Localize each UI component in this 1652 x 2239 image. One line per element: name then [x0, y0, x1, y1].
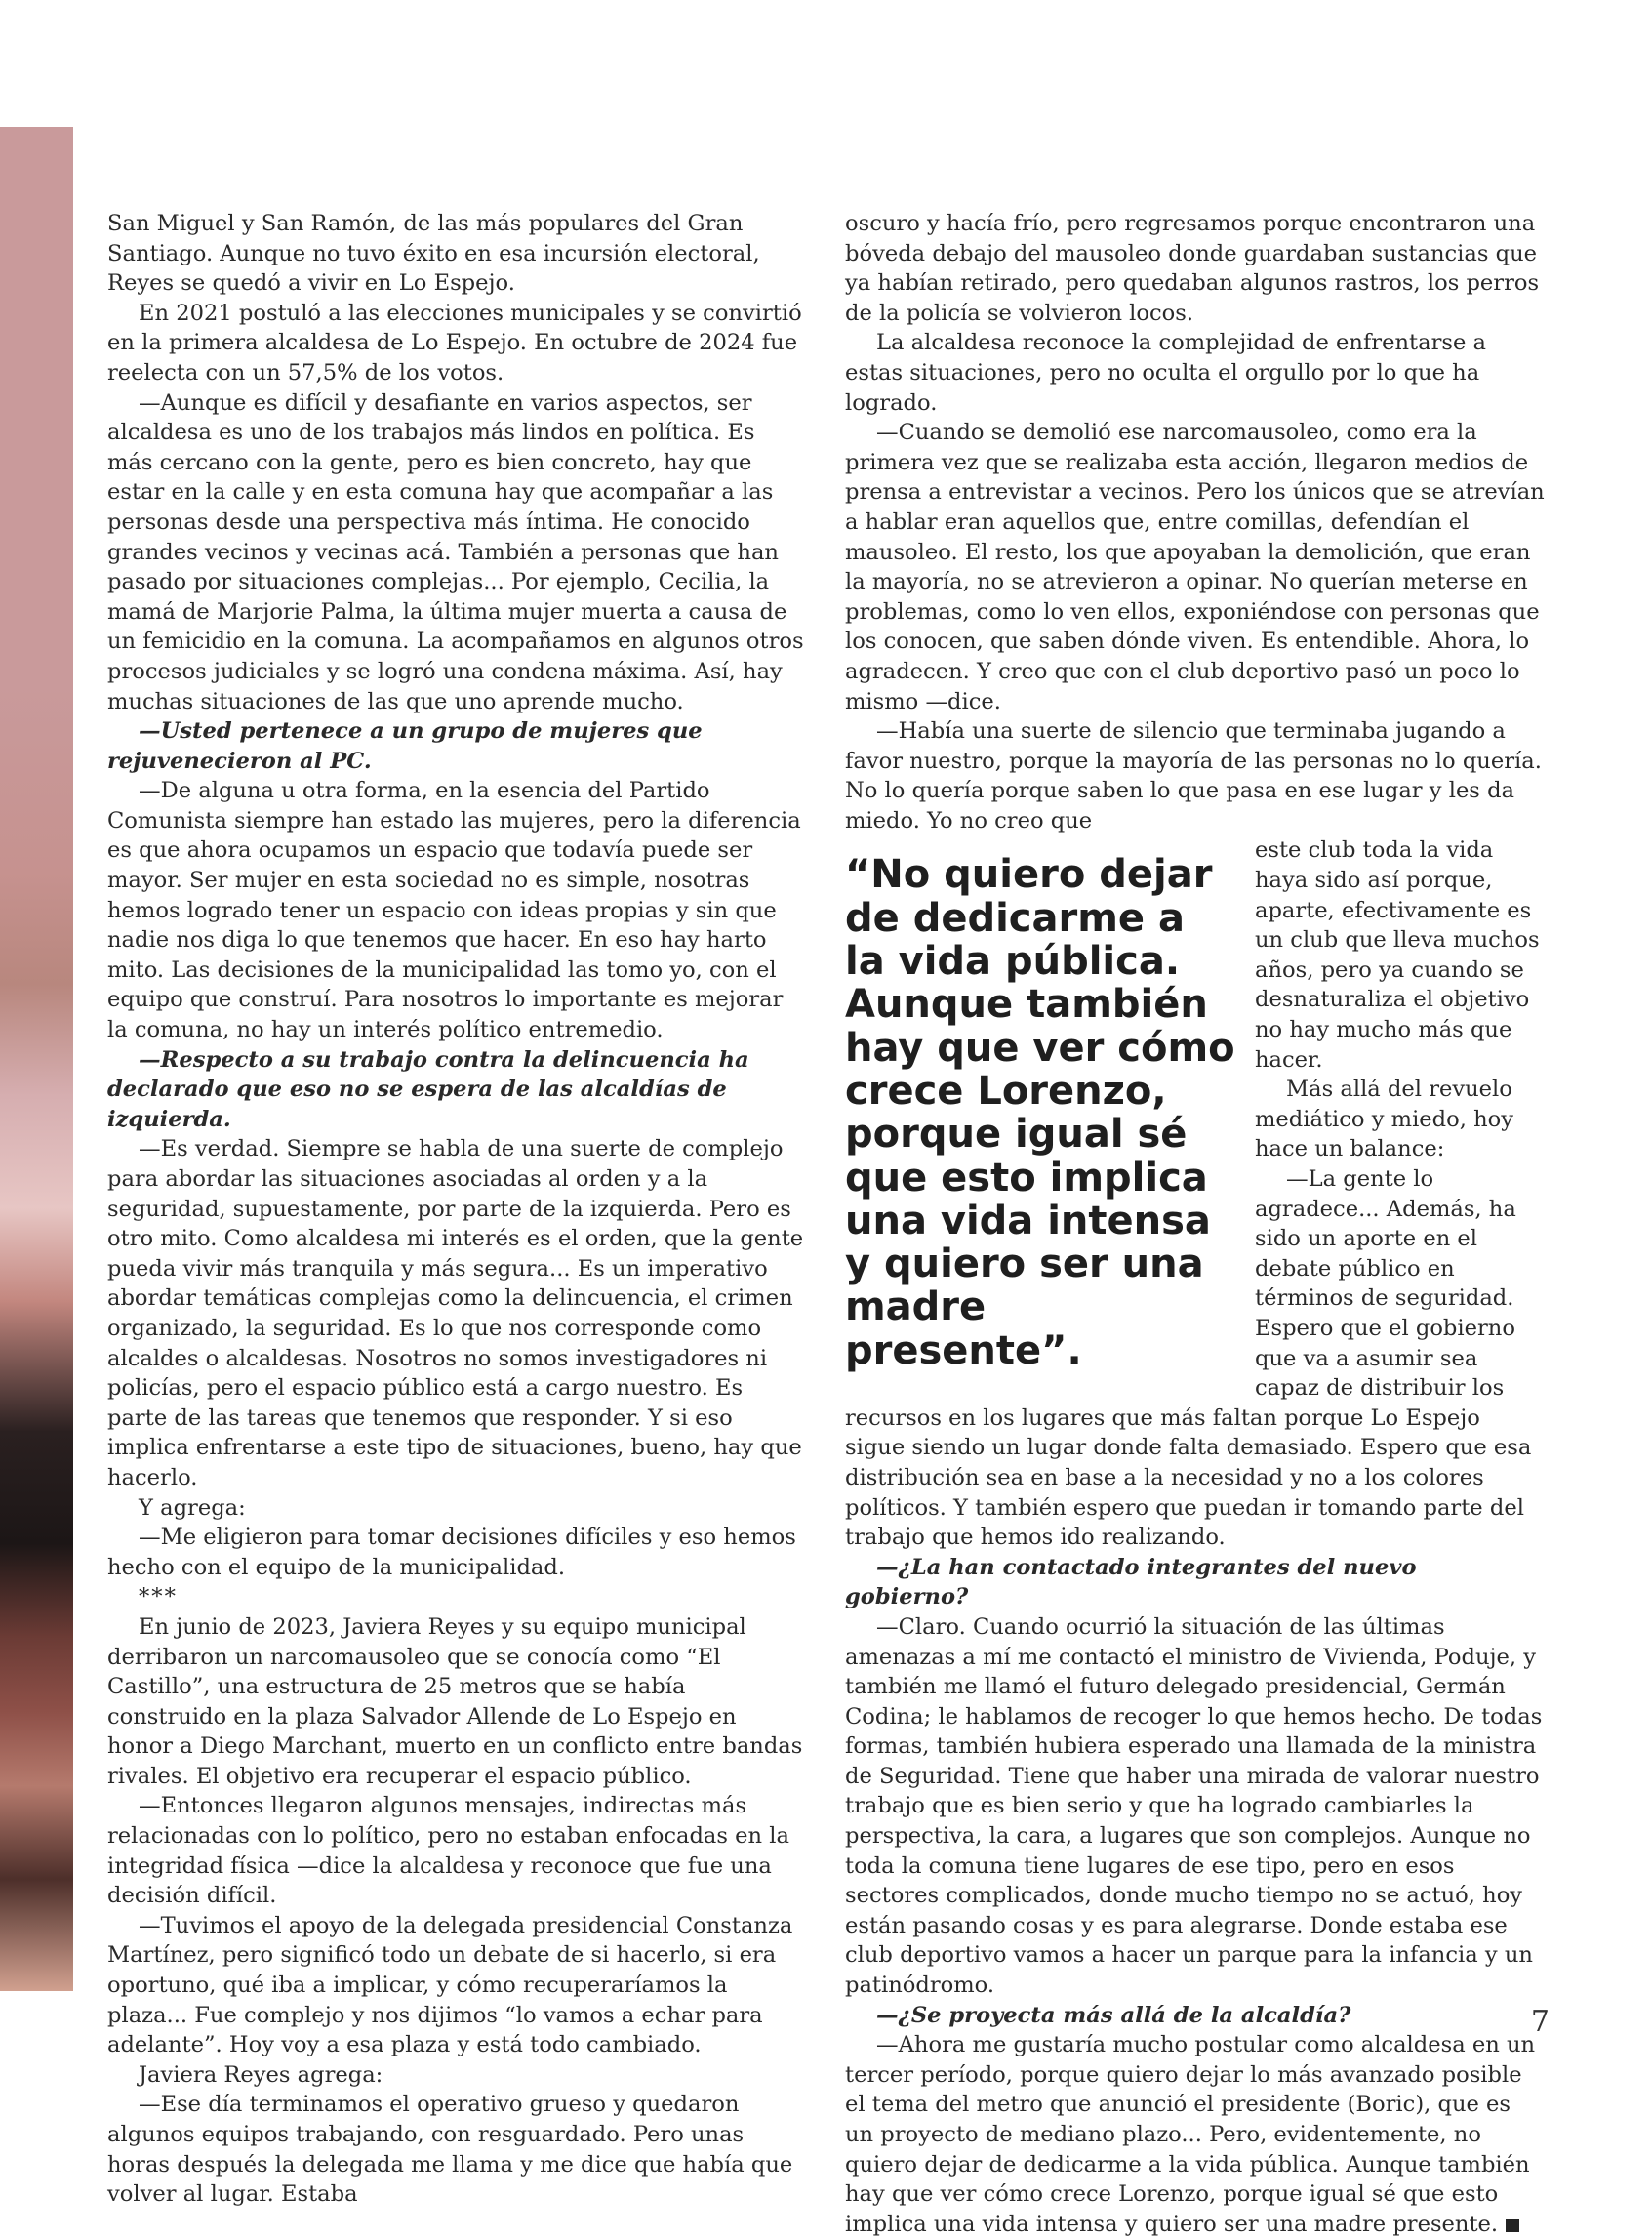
section-break: *** [139, 1584, 178, 1610]
paragraph: —La gente lo agradece... Además, ha sido un aporte en el debate público en términos de seguridad. Espero que el gobierno que va a asumir sea capaz de distribuir los recursos en los lugares que más faltan porque Lo Espejo sigue siendo un lugar donde falta demasiado. Espero que esa distribución sea en base a la necesidad y no a los colores políticos. Y también espero que puedan ir tomando parte del trabajo que hemos ido realizando. [845, 1166, 1532, 1551]
paragraph: —De alguna u otra forma, en la esencia del Partido Comunista siempre han estado las mujeres, pero la diferencia es que ahora ocupamos un espacio que todavía puede ser mayor. Ser mujer en esta sociedad no es simple, nosotras hemos logrado tener un espacio con ideas propias y sin que nadie nos diga lo que tenemos que hacer. En eso hay harto mito. Las decisiones de la municipalidad las tomo yo, con el equipo que construí. Para nosotros lo importante es mejorar la comuna, no hay un interés político entremedio. [107, 778, 801, 1043]
paragraph: oscuro y hacía frío, pero regresamos porque encontraron una bóveda debajo del mausoleo donde guardaban sustancias que ya habían retirado, pero quedaban algunos rastros, los perros de la policía se volvieron locos. [845, 211, 1540, 326]
paragraph: —Aunque es difícil y desafiante en varios aspectos, ser alcaldesa es uno de los trabajos más lindos en política. Es más cercano con la gente, pero es bien concreto, hay que estar en la calle y en esta comuna hay que acompañar a las personas desde una perspectiva más íntima. He conocido grandes vecinos y vecinas acá. También a personas que han pasado por situaciones complejas... Por ejemplo, Cecilia, la mamá de Marjorie Palma, la última mujer muerta a causa de un femicidio en la comuna. La acompañamos en algunos otros procesos judiciales y se logró una condena máxima. Así, hay muchas situaciones de las que uno aprende mucho. [107, 389, 804, 714]
paragraph: —Me eligieron para tomar decisiones difíciles y eso hemos hecho con el equipo de la municipalidad. [107, 1525, 796, 1580]
paragraph: Y agrega: [139, 1494, 246, 1521]
paragraph: Más allá del revuelo mediático y miedo, hoy hace un balance: [1255, 1077, 1514, 1162]
paragraph: La alcaldesa reconoce la complejidad de enfrentarse a estas situaciones, pero no oculta el orgullo por lo que ha logrado. [845, 330, 1486, 416]
paragraph: Javiera Reyes agrega: [139, 2061, 383, 2088]
paragraph: —Tuvimos el apoyo de la delegada presidencial Constanza Martínez, pero significó todo un debate de si hacerlo, si era oportuno, qué iba a implicar, y cómo recuperaríamos la plaza... Fue complejo y nos dijimos “lo vamos a echar para adelante”. Hoy voy a esa plaza y está todo cambiado. [107, 1912, 793, 2058]
interview-question: —Respecto a su trabajo contra la delincuencia ha declarado que eso no se espera de las alcaldías de izquierda. [107, 1046, 749, 1132]
paragraph: —Es verdad. Siempre se habla de una suerte de complejo para abordar las situaciones asociadas al orden y a la seguridad, supuestamente, por parte de la izquierda. Pero es otro mito. Como alcaldesa mi interés es el orden, que la gente pueda vivir más tranquila y más segura... Es un imperativo abordar temáticas complejas como la delincuencia, el crimen organizado, la seguridad. Es lo que nos corresponde como alcaldes o alcaldesas. Nosotros no somos investigadores ni policías, pero el espacio público está a cargo nuestro. Es parte de las tareas que tenemos que responder. Y si eso implica enfrentarse a este tipo de situaciones, bueno, hay que hacerlo. [107, 1136, 804, 1490]
paragraph: —Había una suerte de silencio que terminaba jugando a favor nuestro, porque la mayoría de las personas no lo quería. No lo quería porque saben lo que pasa en ese lugar y les da miedo. Yo no creo que [845, 718, 1542, 834]
paragraph: —Ese día terminamos el operativo grueso y quedaron algunos equipos trabajando, con resguardado. Pero unas horas después la delegada me llama y me dice que había que volver al lugar. Estaba [107, 2092, 793, 2208]
paragraph: En junio de 2023, Javiera Reyes y su equipo municipal derribaron un narcomausoleo que se conocía como “El Castillo”, una estructura de 25 metros que se había construido en la plaza Salvador Allende de Lo Espejo en honor a Diego Marchant, muerto en un conflicto entre bandas rivales. El objetivo era recuperar el espacio público. [107, 1613, 803, 1789]
interview-question: —Usted pertenece a un grupo de mujeres que rejuvenecieron al PC. [107, 718, 703, 774]
pull-quote: “No quiero dejar de dedicarme a la vida pública. Aunque también hay que ver cómo crece Lorenzo, porque igual sé que esto implica una vida intensa y quiero ser una madre presente”. [845, 852, 1235, 1373]
paragraph: —Cuando se demolió ese narcomausoleo, como era la primera vez que se realizaba esta acción, llegaron medios de prensa a entrevistar a vecinos. Pero los únicos que se atrevían a hablar eran aquellos que, entre comillas, defendían el mausoleo. El resto, los que apoyaban la demolición, que eran la mayoría, no se atrevieron a opinar. No querían meterse en problemas, como lo ven ellos, exponiéndose con personas que los conocen, que saben dónde viven. Es entendible. Ahora, lo agradecen. Y creo que con el club deportivo pasó un poco lo mismo —dice. [845, 420, 1545, 714]
left-column [107, 209, 806, 2210]
page-number: 7 [1530, 2005, 1550, 2039]
paragraph: —Entonces llegaron algunos mensajes, indirectas más relacionadas con lo político, pero no estaban enfocadas en la integridad física —dice la alcaldesa y reconoce que fue una decisión difícil. [107, 1793, 789, 1909]
photo-edge-strip [0, 127, 73, 1991]
paragraph: este club toda la vida haya sido así porque, aparte, efectivamente es un club que lleva muchos años, pero ya cuando se desnaturaliza el objetivo no hay mucho más que hacer. [1255, 837, 1540, 1073]
paragraph-text: —Ahora me gustaría mucho postular como alcaldesa en un tercer período, porque quiero dejar lo más avanzado posible el tema del metro que anunció el presidente (Boric), que es un proyecto de mediano plazo... Pero, evidentemente, no quiero dejar de dedicarme a la vida pública. Aunque también hay que ver cómo crece Lorenzo, porque igual sé que esto implica una vida intensa y quiero ser una madre presente. [845, 2032, 1536, 2237]
interview-question: —¿Se proyecta más allá de la alcaldía? [876, 2002, 1351, 2028]
paragraph [845, 2030, 1546, 2239]
paragraph: En 2021 postuló a las elecciones municipales y se convirtió en la primera alcaldesa de Lo Espejo. En octubre de 2024 fue reelecta con un 57,5% de los votos. [107, 300, 802, 386]
paragraph: —Claro. Cuando ocurrió la situación de las últimas amenazas a mí me contactó el ministro de Vivienda, Poduje, y también me llamó el futuro delegado presidencial, Germán Codina; le hablamos de recoger lo que hemos hecho. De todas formas, también hubiera esperado una llamada de la ministra de Seguridad. Tiene que haber una mirada de valorar nuestro trabajo que es bien serio y que ha logrado cambiarles la perspectiva, la cara, a lugares que son complejos. Aunque no toda la comuna tiene lugares de ese tipo, pero en esos sectores complicados, donde mucho tiempo no se actuó, hoy están pasando cosas y es para alegrarse. Donde estaba ese club deportivo vamos a hacer un parque para la infancia y un patinódromo. [845, 1613, 1543, 1999]
right-column [845, 209, 1546, 2239]
interview-question: —¿La han contactado integrantes del nuevo gobierno? [845, 1554, 1417, 1610]
end-mark-icon [1506, 2219, 1519, 2232]
paragraph: San Miguel y San Ramón, de las más populares del Gran Santiago. Aunque no tuvo éxito en esa incursión electoral, Reyes se quedó a vivir en Lo Espejo. [107, 211, 760, 297]
